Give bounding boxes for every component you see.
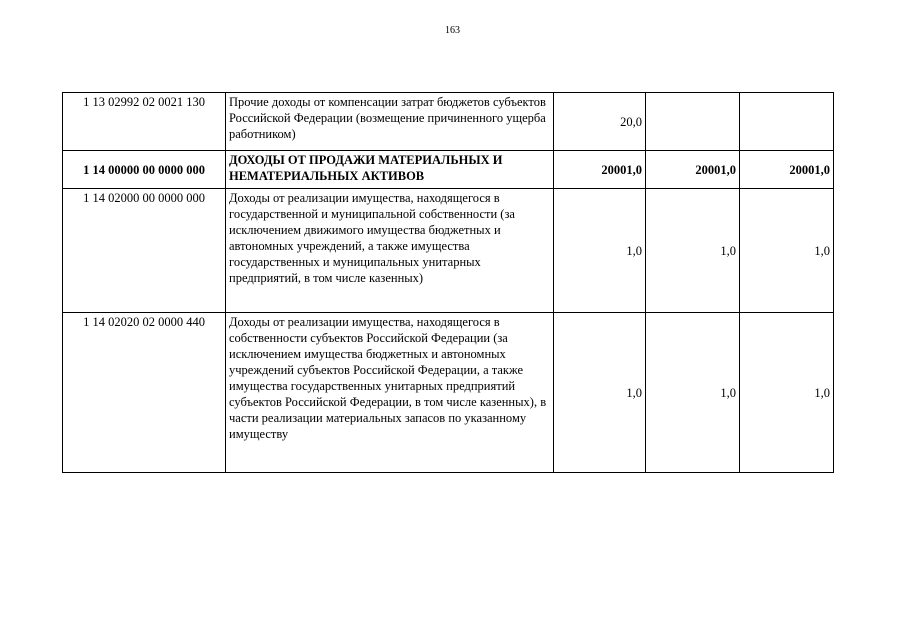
page-number: 163 <box>445 25 460 36</box>
table-row <box>63 93 834 151</box>
description-cell: Доходы от реализации имущества, находящегося в государственной и муниципальной собственности (за исключением движимого имущества бюджетных и автономных учреждений, а также имущества государственных и муниципальных унитарных предприятий, в том числе казенных) <box>226 189 554 313</box>
value-cell-3 <box>740 93 834 151</box>
value-cell-3: 20001,0 <box>740 151 834 189</box>
value-cell-1: 20001,0 <box>554 151 646 189</box>
value-cell-2 <box>646 93 740 151</box>
value-cell-1: 1,0 <box>554 189 646 313</box>
value-cell-2: 1,0 <box>646 313 740 473</box>
value-cell-2: 20001,0 <box>646 151 740 189</box>
value-cell-3: 1,0 <box>740 313 834 473</box>
value-cell-3: 1,0 <box>740 189 834 313</box>
budget-code-cell: 1 14 02000 00 0000 000 <box>63 189 226 313</box>
budget-code-cell: 1 14 00000 00 0000 000 <box>63 151 226 189</box>
table-row <box>63 313 834 473</box>
table-row <box>63 189 834 313</box>
table-row-summary <box>63 151 834 189</box>
value-cell-1: 20,0 <box>554 93 646 151</box>
description-cell: Прочие доходы от компенсации затрат бюджетов субъектов Российской Федерации (возмещение причиненного ущерба работником) <box>226 93 554 151</box>
budget-code-cell: 1 13 02992 02 0021 130 <box>63 93 226 151</box>
description-cell: Доходы от реализации имущества, находящегося в собственности субъектов Российской Федерации (за исключением имущества бюджетных и автономных учреждений субъектов Российской Федерации, а также имущества государственных унитарных предприятий субъектов Российской Федерации, в том числе казенных), в части реализации материальных запасов по указанному имуществу <box>226 313 554 473</box>
revenue-table <box>62 92 834 473</box>
description-cell: ДОХОДЫ ОТ ПРОДАЖИ МАТЕРИАЛЬНЫХ И НЕМАТЕРИАЛЬНЫХ АКТИВОВ <box>226 151 554 189</box>
budget-code-cell: 1 14 02020 02 0000 440 <box>63 313 226 473</box>
value-cell-2: 1,0 <box>646 189 740 313</box>
value-cell-1: 1,0 <box>554 313 646 473</box>
